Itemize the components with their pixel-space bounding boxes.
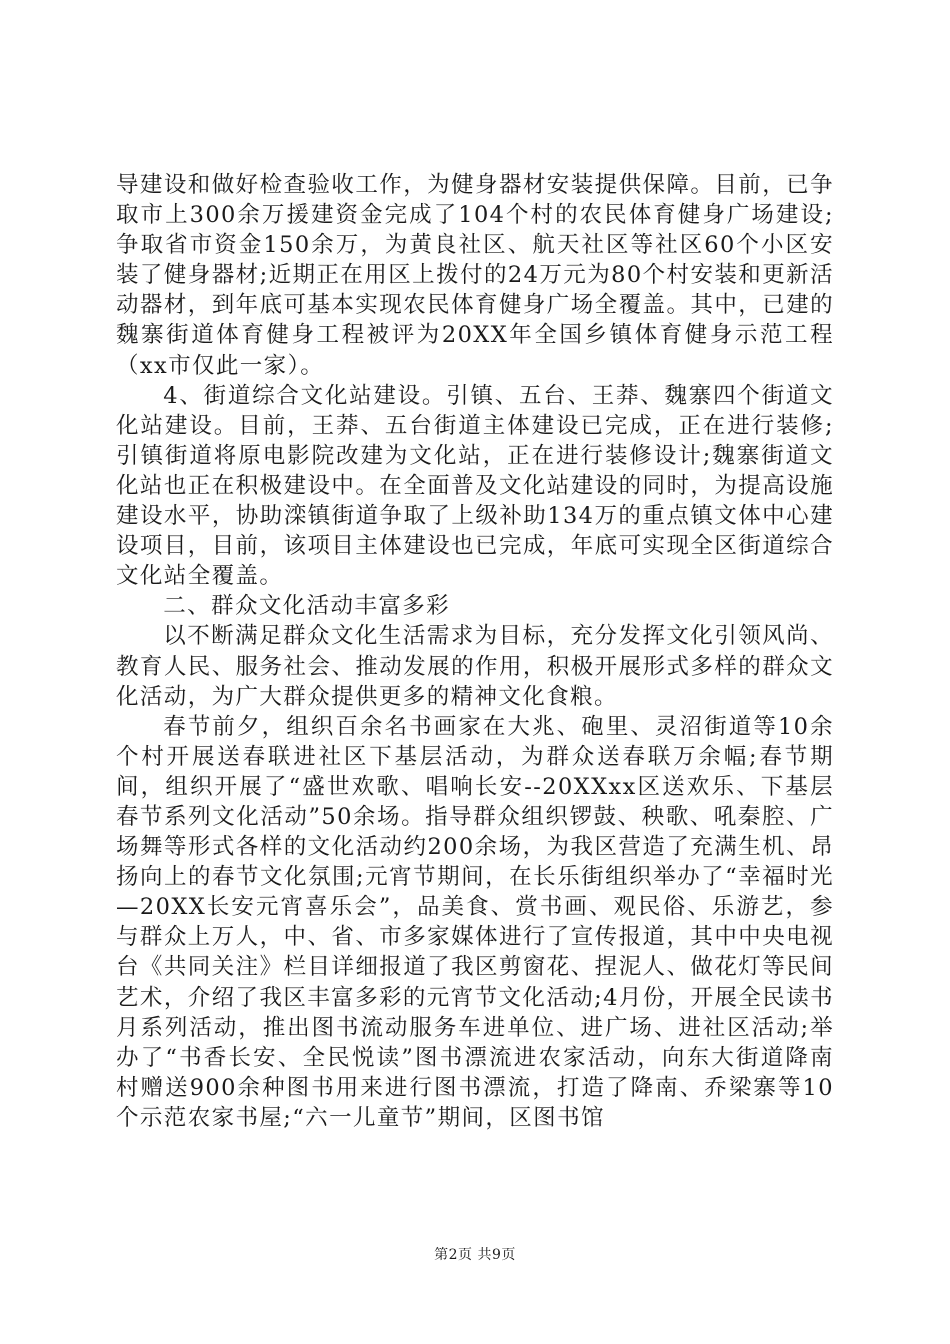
section-heading-cultural-activities: 二、群众文化活动丰富多彩 <box>163 593 451 620</box>
paragraph-activities-intro: 以不断满足群众文化生活需求为目标，充分发挥文化引领风尚、教育人民、服务社会、推动发展的作用，积极开展形式多样的群众文化活动，为广大群众提供更多的精神文化食粮。 <box>116 623 834 710</box>
paragraph-fitness-facilities: 导建设和做好检查验收工作，为健身器材安装提供保障。目前，已争取市上300余万援建资金完成了104个村的农民体育健身广场建设;争取省市资金150余万，为黄良社区、航天社区等社区60个小区安装了健身器材;近期正在用区上拨付的24万元为80个村安装和更新活动器材，到年底可基本实现农民体育健身广场全覆盖。其中，已建的魏寨街道体育健身工程被评为20XX年全国乡镇体育健身示范工程（xx市仅此一家）。 <box>116 172 834 379</box>
page-number-footer: 第2页 共9页 <box>434 1247 516 1263</box>
paragraph-cultural-stations: 4、街道综合文化站建设。引镇、五台、王莽、魏寨四个街道文化站建设。目前，王莽、五台街道主体建设已完成，正在进行装修;引镇街道将原电影院改建为文化站，正在进行装修设计;魏寨街道文化站也正在积极建设中。在全面普及文化站建设的同时，为提高设施建设水平，协助滦镇街道争取了上级补助134万的重点镇文体中心建设项目，目前，该项目主体建设也已完成，年底可实现全区街道综合文化站全覆盖。 <box>116 382 834 590</box>
document-body <box>116 170 834 1133</box>
paragraph-festival-activities: 春节前夕，组织百余名书画家在大兆、砲里、灵沼街道等10余个村开展送春联进社区下基层活动，为群众送春联万余幅;春节期间，组织开展了“盛世欢歌、唱响长安--20XXxx区送欢乐、下基层春节系列文化活动”50余场。指导群众组织锣鼓、秧歌、吼秦腔、广场舞等形式各样的文化活动约200余场，为我区营造了充满生机、昂扬向上的春节文化氛围;元宵节期间，在长乐街组织举办了“幸福时光—20XX长安元宵喜乐会”，品美食、赏书画、观民俗、乐游艺，参与群众上万人，中、省、市多家媒体进行了宣传报道，其中中央电视台《共同关注》栏目详细报道了我区剪窗花、捏泥人、做花灯等民间艺术，介绍了我区丰富多彩的元宵节文化活动;4月份，开展全民读书月系列活动，推出图书流动服务车进单位、进广场、进社区活动;举办了“书香长安、全民悦读”图书漂流进农家活动，向东大街道降南村赠送900余种图书用来进行图书漂流，打造了降南、乔梁寨等10个示范农家书屋;“六一儿童节”期间，区图书馆 <box>116 713 834 1131</box>
